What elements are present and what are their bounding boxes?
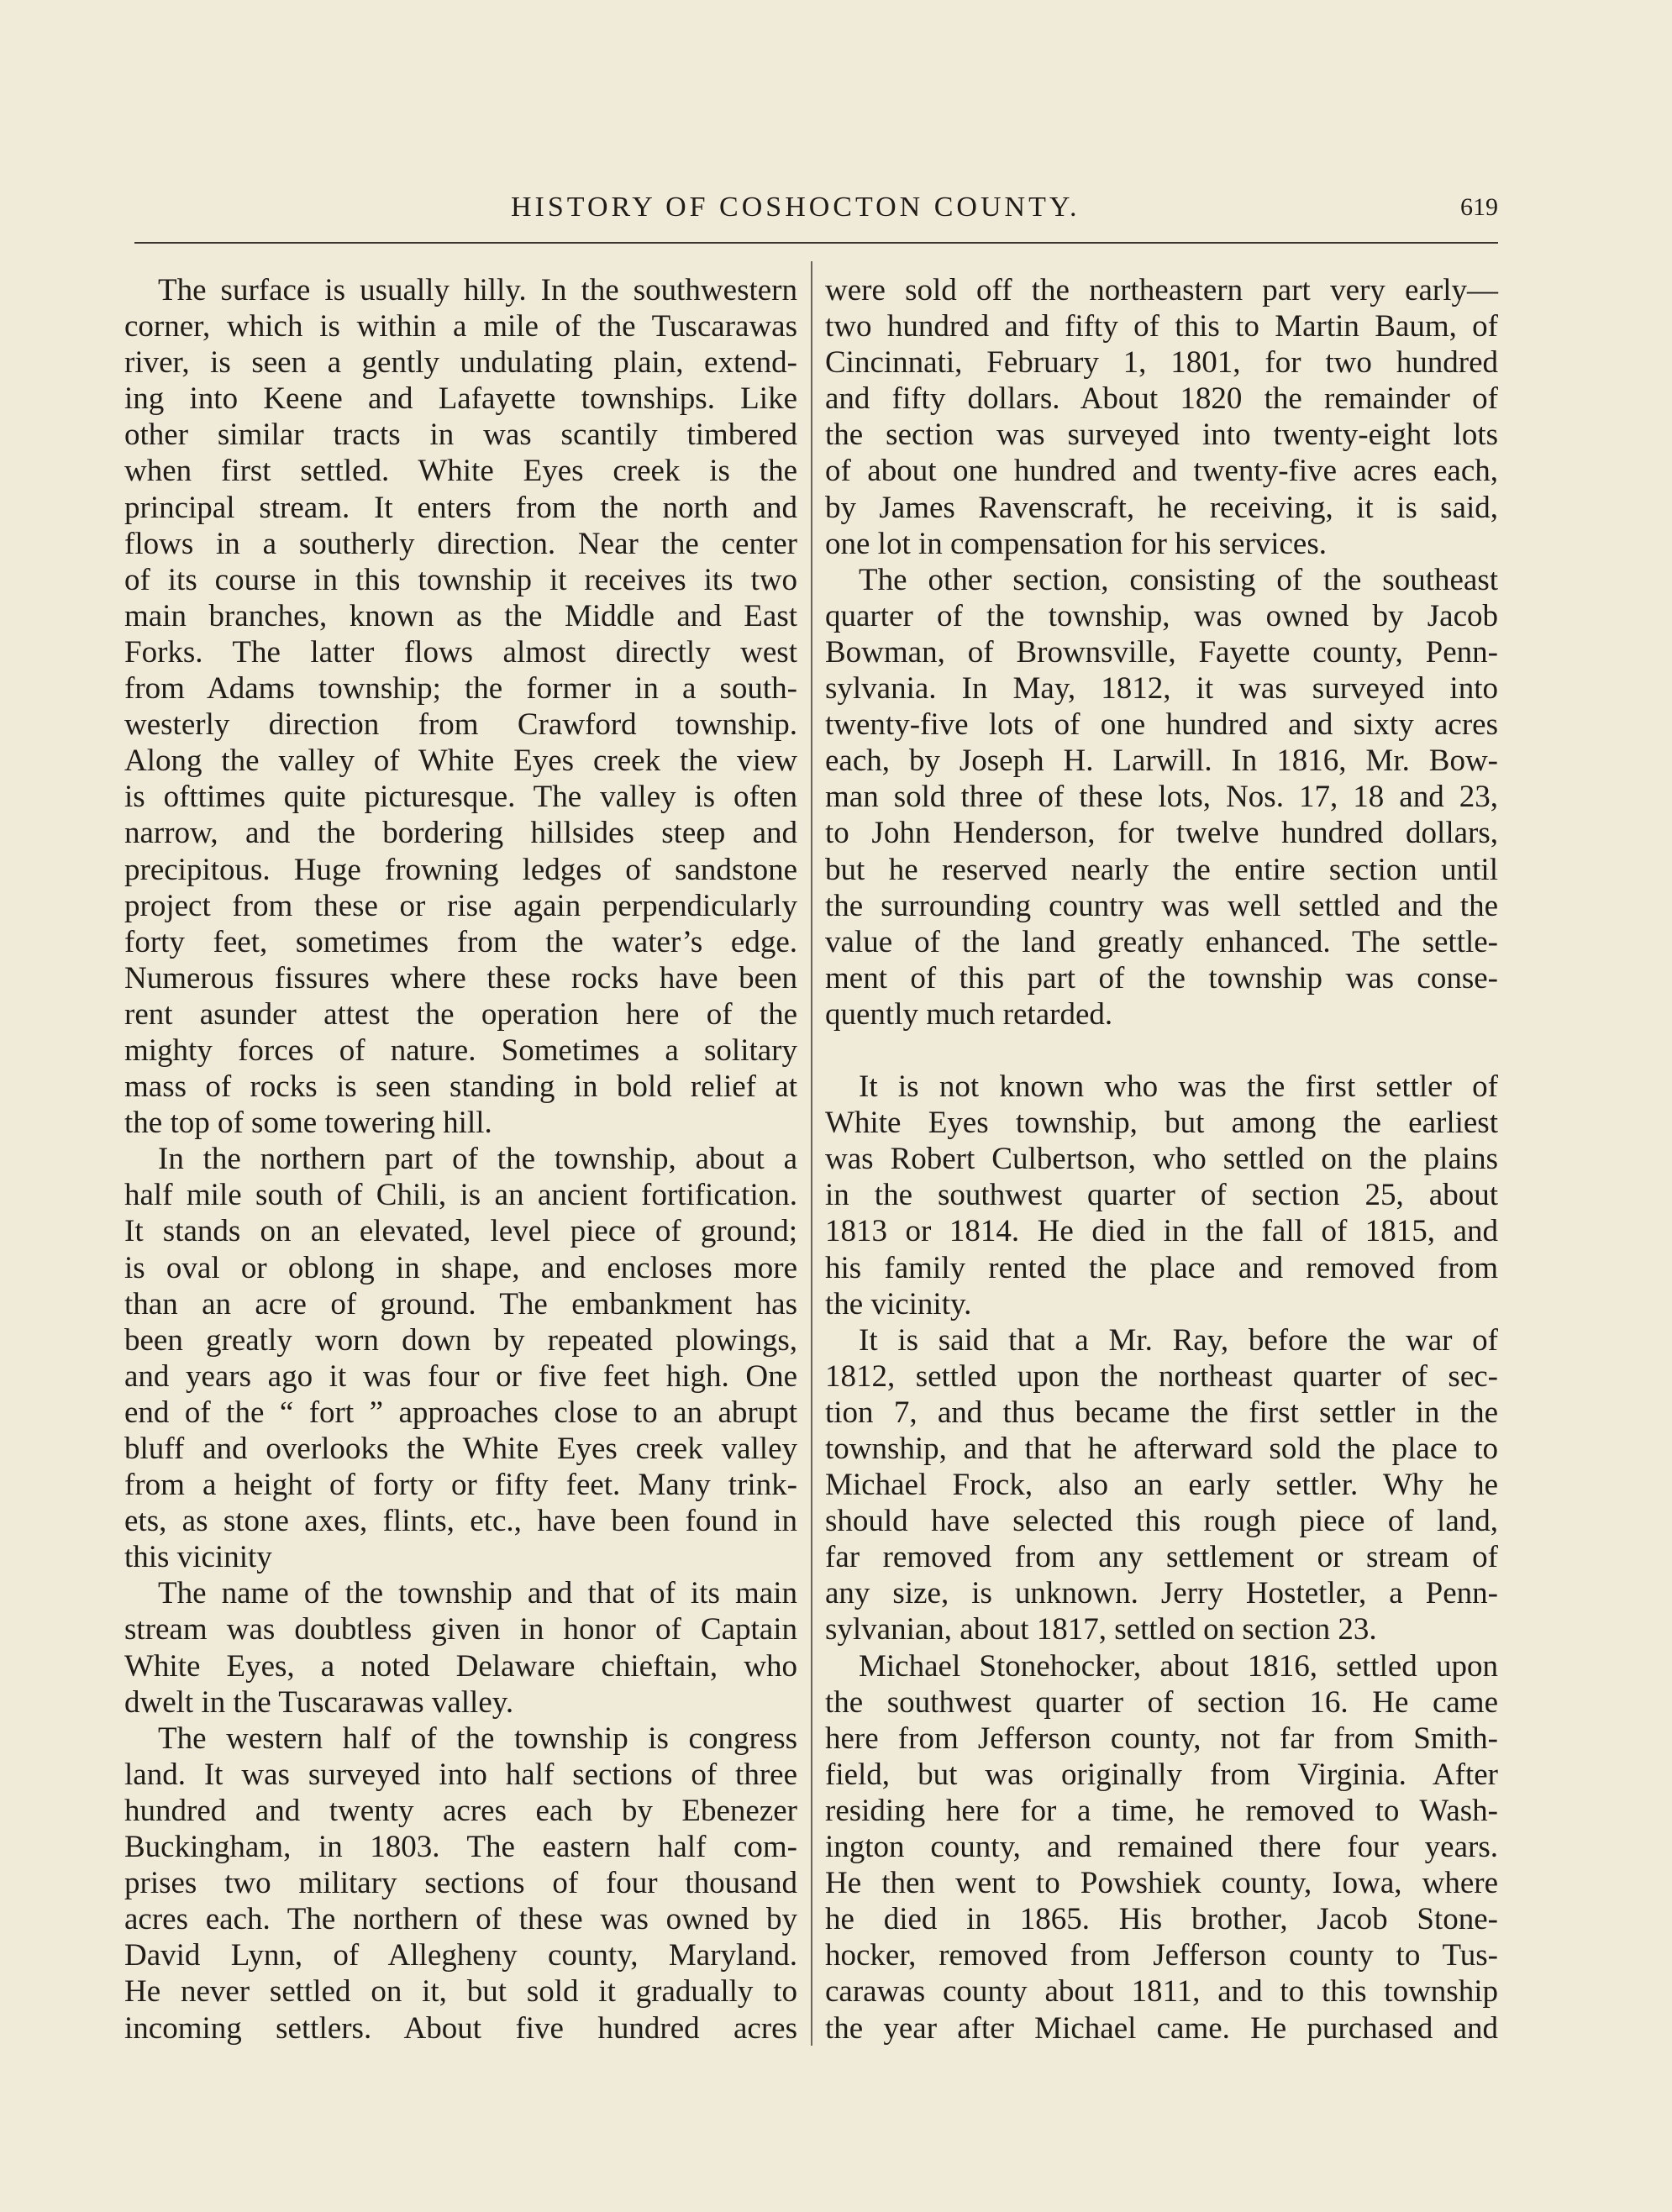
text-line: ington county, and remained there four years. [825,1830,1498,1865]
text-line: It is not known who was the first settler of [859,1069,1498,1105]
text-line: The surface is usually hilly. In the southwestern [158,273,797,307]
text-line: precipitous. Huge frowning ledges of sandstone [124,852,797,887]
text-line: Cincinnati, February 1, 1801, for two hundred [825,345,1498,381]
paragraph [124,272,797,1141]
text-line: but he reserved nearly the entire section until [825,852,1498,887]
text-line: the vicinity. [825,1286,972,1321]
text-line: land. It was surveyed into half sections of three [124,1757,797,1792]
text-line: the surrounding country was well settled and the [825,888,1498,923]
text-line: the section was surveyed into twenty-eight lots [825,418,1498,453]
text-line: ets, as stone axes, flints, etc., have been found in [124,1504,797,1539]
running-title: HISTORY OF COSHOCTON COUNTY. [511,192,1080,223]
text-line: The other section, consisting of the southeast [859,562,1498,597]
text-line: stream was doubtless given in honor of Captain [124,1612,797,1647]
text-line: tion 7, and thus became the first settler in the [825,1395,1498,1430]
text-line: from Adams township; the former in a south- [124,671,797,707]
text-line: Michael Frock, also an early settler. Why he [825,1468,1498,1503]
text-line: his family rented the place and removed from [825,1250,1498,1285]
text-line: and years ago it was four or five feet high. One [124,1358,797,1394]
text-line: bluff and overlooks the White Eyes creek valley [124,1432,797,1466]
text-line: residing here for a time, he removed to Wash- [825,1793,1498,1828]
text-line: when first settled. White Eyes creek is the [124,454,797,489]
text-line: 1813 or 1814. He died in the fall of 1815, and [825,1214,1498,1249]
text-line: hundred and twenty acres each by Ebenezer [124,1793,797,1828]
text-line: and fifty dollars. About 1820 the remainder of [825,381,1498,417]
paragraph [124,1721,797,2046]
text-line: westerly direction from Crawford township. [124,707,797,743]
text-line: than an acre of ground. The embankment has [124,1286,797,1321]
text-line: principal stream. It enters from the north and [124,490,797,525]
text-line: sylvania. In May, 1812, it was surveyed into [825,671,1498,707]
text-line: It is said that a Mr. Ray, before the war of [859,1322,1498,1358]
text-line: sylvanian, about 1817, settled on section 23. [825,1612,1377,1647]
text-line: this vicinity [124,1540,272,1575]
text-line: is oval or oblong in shape, and encloses more [124,1250,797,1285]
text-line: flows in a southerly direction. Near the center [124,526,797,561]
text-line: ing into Keene and Lafayette townships. Like [124,381,797,417]
text-line: Along the valley of White Eyes creek the view [124,743,797,779]
paragraph [825,1648,1498,2046]
text-line: were sold off the northeastern part very early— [825,273,1498,307]
text-line: far removed from any settlement or stream of [825,1540,1498,1575]
text-line: Numerous fissures where these rocks have been [124,960,797,996]
text-line: project from these or rise again perpendicularly [124,888,797,923]
text-line: corner, which is within a mile of the Tuscarawas [124,309,797,344]
text-line: rent asunder attest the operation here of the [124,996,797,1032]
column-divider [811,261,812,2046]
text-line: He then went to Powshiek county, Iowa, where [825,1866,1498,1901]
text-line: In the northern part of the township, about a [158,1142,797,1177]
text-line: quently much retarded. [825,996,1113,1032]
text-line: here from Jefferson county, not far from Smith- [825,1721,1498,1756]
text-line: Buckingham, in 1803. The eastern half com- [124,1830,797,1865]
text-line: White Eyes, a noted Delaware chieftain, who [124,1648,797,1684]
text-line: any size, is unknown. Jerry Hostetler, a Penn- [825,1576,1498,1611]
text-line: other similar tracts in was scantily timbered [124,418,797,453]
text-line: dwelt in the Tuscarawas valley. [124,1684,514,1720]
header-rule [134,242,1498,244]
text-line: to John Henderson, for twelve hundred dollars, [825,816,1498,851]
text-line: hocker, removed from Jefferson county to Tus- [825,1938,1498,1973]
text-line: should have selected this rough piece of land, [825,1504,1498,1539]
text-line: river, is seen a gently undulating plain, extend- [124,345,797,381]
paragraph [825,562,1498,1032]
text-line: main branches, known as the Middle and East [124,598,797,633]
text-line: was Robert Culbertson, who settled on the plains [825,1142,1498,1177]
text-line: mighty forces of nature. Sometimes a solitary [124,1032,797,1068]
text-line: of about one hundred and twenty-five acres each, [825,454,1498,489]
text-line: is ofttimes quite picturesque. The valley is often [124,780,797,815]
text-line: each, by Joseph H. Larwill. In 1816, Mr. Bow- [825,743,1498,779]
paragraph [825,1322,1498,1648]
text-line: township, and that he afterward sold the place to [825,1432,1498,1466]
text-line: the top of some towering hill. [124,1106,492,1141]
text-line: Michael Stonehocker, about 1816, settled upon [859,1648,1498,1684]
paragraph [825,1069,1498,1322]
text-line: the southwest quarter of section 16. He came [825,1684,1498,1720]
text-line: end of the “ fort ” approaches close to an abrupt [124,1395,797,1430]
text-line: the year after Michael came. He purchased and [825,2010,1498,2046]
text-line: It stands on an elevated, level piece of ground; [124,1214,797,1249]
text-line: carawas county about 1811, and to this township [825,1974,1498,2010]
text-line: The western half of the township is congress [158,1721,797,1756]
text-line: man sold three of these lots, Nos. 17, 18 and 23, [825,780,1498,815]
text-line: one lot in compensation for his services. [825,526,1328,561]
text-line: Bowman, of Brownsville, Fayette county, Penn- [825,634,1498,670]
text-line: 1812, settled upon the northeast quarter of sec- [825,1358,1498,1394]
text-line: of its course in this township it receives its two [124,562,797,597]
text-line: David Lynn, of Allegheny county, Maryland. [124,1938,797,1973]
text-line: forty feet, sometimes from the water’s edge. [124,924,797,959]
text-line: been greatly worn down by repeated plowings, [124,1322,797,1358]
text-line: prises two military sections of four thousand [124,1866,797,1901]
paragraph [124,1575,797,1720]
text-line: incoming settlers. About five hundred acres [124,2010,797,2046]
text-line: mass of rocks is seen standing in bold relief at [124,1069,797,1105]
text-line: two hundred and fifty of this to Martin Baum, of [825,309,1498,344]
text-line: The name of the township and that of its main [158,1576,797,1611]
text-line: quarter of the township, was owned by Jacob [825,598,1498,633]
text-line: narrow, and the bordering hillsides steep and [124,816,797,851]
text-line: half mile south of Chili, is an ancient fortification. [124,1178,797,1213]
text-line: twenty-five lots of one hundred and sixty acres [825,707,1498,743]
text-line: Forks. The latter flows almost directly west [124,634,797,670]
page-number: 619 [1460,193,1498,221]
text-line: value of the land greatly enhanced. The settle- [825,924,1498,959]
text-line: by James Ravenscraft, he receiving, it is said, [825,490,1498,525]
text-line: field, but was originally from Virginia. After [825,1757,1498,1792]
text-line: from a height of forty or fifty feet. Many trink- [124,1468,797,1503]
paragraph [124,1141,797,1575]
text-line: he died in 1865. His brother, Jacob Stone- [825,1902,1498,1937]
text-line: ment of this part of the township was conse- [825,960,1498,996]
left-column [124,272,797,2046]
right-column [825,272,1498,2046]
text-line: acres each. The northern of these was owned by [124,1902,797,1937]
text-line: in the southwest quarter of section 25, about [825,1178,1498,1213]
paragraph [825,272,1498,562]
text-line: He never settled on it, but sold it gradually to [124,1974,797,2010]
text-line: White Eyes township, but among the earliest [825,1106,1498,1141]
